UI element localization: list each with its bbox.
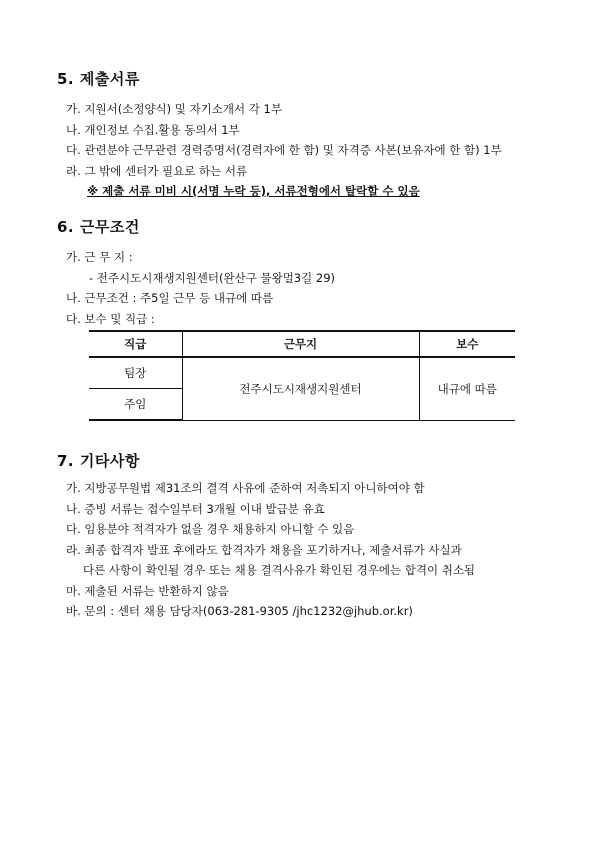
pay-rank-table [89,330,515,421]
list-item: 가. 지방공무원법 제31조의 결격 사유에 준하여 저촉되지 아니하여야 함 [66,481,425,495]
rank-cell: 팀장 [89,357,182,389]
section-other-matters [57,450,547,471]
rank-cell: 주임 [89,389,182,421]
list-item: 라. 최종 합격자 발표 후에라도 합격자가 채용을 포기하거나, 제출서류가 사실과 [66,542,462,557]
list-item-continuation: 다른 사항이 확인될 경우 또는 채용 결격사유가 확인된 경우에는 합격이 취소됨 [83,563,476,577]
column-header-rank: 직급 [89,331,182,357]
list-item: 가. 지원서(소정양식) 및 자기소개서 각 1부 [66,102,282,116]
table-header-row [89,331,515,357]
work-conditions-text: 나. 근무조건 : 주5일 근무 등 내규에 따름 [66,291,274,305]
section-work-conditions [57,216,547,237]
list-item: 나. 증빙 서류는 접수일부터 3개월 이내 발급분 유효 [66,501,325,516]
work-location-label: 가. 근 무 지 : [66,250,133,264]
table-row [89,357,515,389]
section-title: 5. 제출서류 [57,70,140,88]
list-item: 마. 제출된 서류는 반환하지 않음 [66,583,229,598]
workplace-cell: 전주시도시재생지원센터 [182,357,419,420]
submission-list [57,99,547,202]
list-item: 다. 관련분야 근무관련 경력증명서(경력자에 한 함) 및 자격증 사본(보유자에 한 함) 1부 [66,143,502,157]
column-header-workplace: 근무지 [182,331,419,357]
submission-warning-note: ※ 제출 서류 미비 시(서명 누락 등), 서류전형에서 탈락할 수 있음 [87,184,420,198]
pay-rank-label: 다. 보수 및 직급 : [66,311,155,326]
section-submission-documents [57,68,547,89]
section-title: 7. 기타사항 [57,452,140,470]
section-title: 6. 근무조건 [57,218,140,236]
column-header-pay: 보수 [419,331,515,357]
contact-info: 바. 문의 : 센터 채용 담당자(063-281-9305 /jhc1232@jhub.or.kr) [66,604,413,618]
list-item: 나. 개인정보 수집.활용 동의서 1부 [66,122,240,137]
other-matters-list [57,478,547,622]
list-item: 다. 임용분야 적격자가 없을 경우 채용하지 아니할 수 있음 [66,522,355,536]
pay-cell: 내규에 따름 [419,357,515,420]
work-conditions-list [57,247,547,329]
list-item: 라. 그 밖에 센터가 필요로 하는 서류 [66,163,248,178]
work-location-detail: - 전주시도시재생지원센터(완산구 물왕멀3길 29) [89,270,335,285]
